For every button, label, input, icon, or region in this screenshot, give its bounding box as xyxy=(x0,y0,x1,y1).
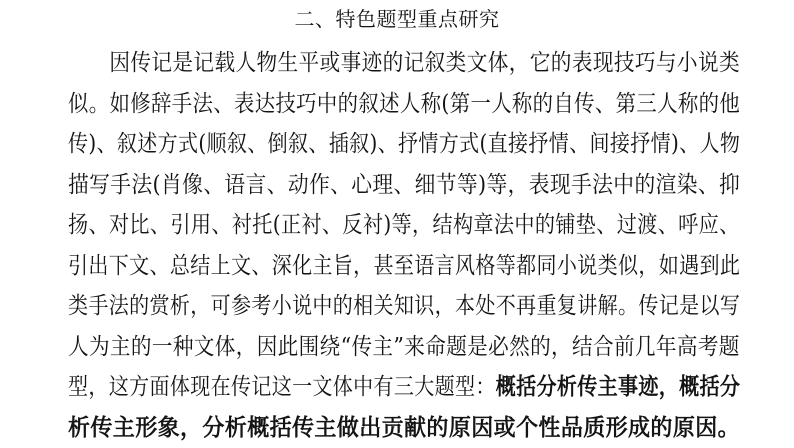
paragraph-line-1: 因传记是记载人物生平或事迹的记叙类文体，它的表现技巧与小说类 xyxy=(68,43,672,84)
paragraph-line-5: 扬、对比、引用、衬托(正衬、反衬)等，结构章法中的铺垫、过渡、呼应、 xyxy=(68,205,656,246)
section-title: 二、特色题型重点研究 xyxy=(0,6,794,32)
body-paragraph xyxy=(68,43,740,448)
question-types-emphasis: 概括分析传主事迹，概括分 xyxy=(496,374,740,400)
question-types-emphasis-continued: 析传主形象，分析概括传主做出贡献的原因或个性品质形成的原因。 xyxy=(68,408,711,448)
paragraph-line-9 xyxy=(68,367,653,408)
paragraph-line-3: 传)、叙述方式(顺叙、倒叙、插叙)、抒情方式(直接抒情、间接抒情)、人物 xyxy=(68,124,653,165)
paragraph-line-8: 人为主的一种文体，因此围绕“传主”来命题是必然的，结合前几年高考题 xyxy=(68,327,670,368)
paragraph-line-2: 似。如修辞手法、表达技巧中的叙述人称(第一人称的自传、第三人称的他 xyxy=(68,84,664,125)
paragraph-line-7: 类手法的赏析，可参考小说中的相关知识，本处不再重复讲解。传记是以写 xyxy=(68,286,653,327)
paragraph-line-4: 描写手法(肖像、语言、动作、心理、细节等)等，表现手法中的渲染、抑 xyxy=(68,165,675,206)
paragraph-line-6: 引出下文、总结上文、深化主旨，甚至语言风格等都同小说类似，如遇到此 xyxy=(68,246,653,287)
paragraph-line-9-text: 型，这方面体现在传记这一文体中有三大题型： xyxy=(68,374,496,400)
